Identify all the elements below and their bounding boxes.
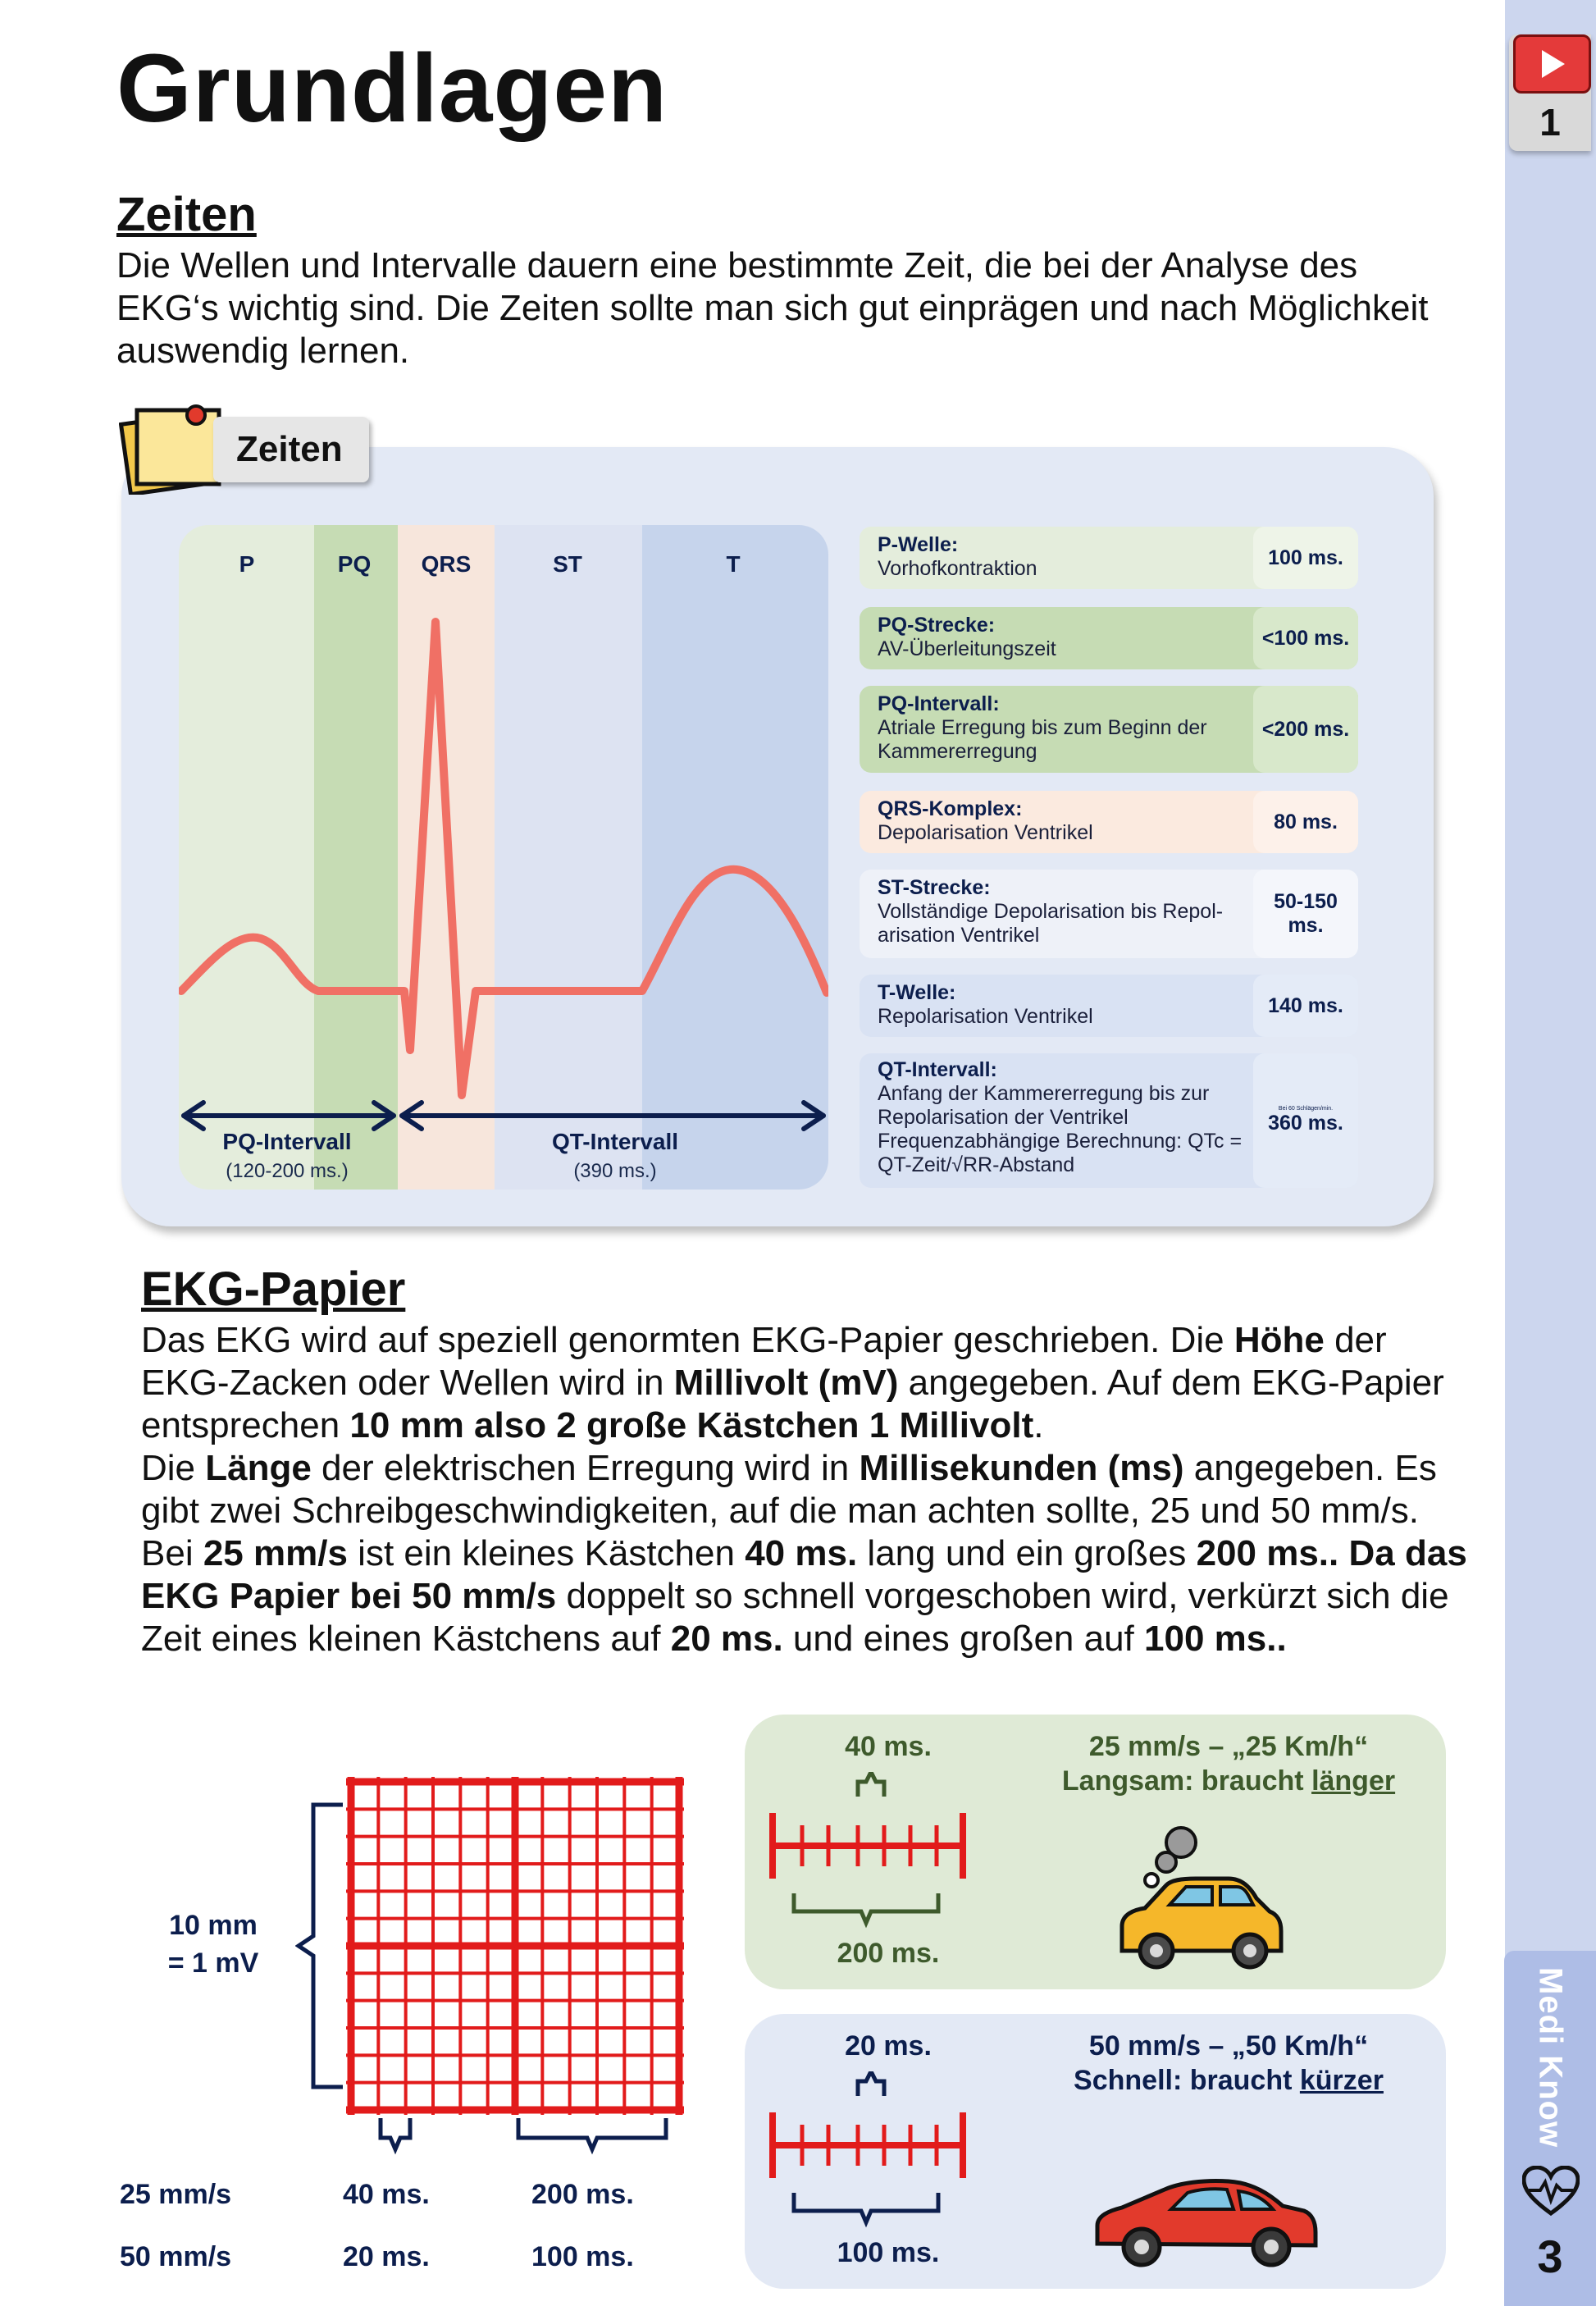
page-number: 3	[1537, 2231, 1563, 2282]
speed-50-label: 50 mm/s	[120, 2241, 232, 2272]
brand-tab	[1504, 1951, 1596, 2306]
card25-subtitle: Langsam: braucht länger	[1061, 1765, 1396, 1797]
big-box-brace	[518, 2118, 666, 2149]
chapter-tab[interactable]	[1509, 34, 1591, 151]
heart-pulse-icon	[1522, 2166, 1580, 2217]
qt-note: Bei 60 Schlägen/min.	[1278, 1106, 1334, 1112]
play-icon[interactable]	[1513, 34, 1591, 94]
card50-big-label: 100 ms.	[837, 2237, 940, 2268]
speed-card-25	[745, 1715, 1446, 1989]
small-box-brace	[381, 2118, 410, 2149]
card25-big-label: 200 ms.	[837, 1938, 940, 1969]
segment-t-bg	[642, 525, 828, 1190]
ecg-diagram	[179, 525, 828, 1190]
qt-interval-range: (390 ms.)	[573, 1160, 657, 1182]
row-value: 80 ms.	[1253, 791, 1358, 853]
speed-card-50	[745, 2014, 1446, 2289]
row-value: 50-150 ms.	[1253, 870, 1358, 958]
row-desc: Depolarisation Ventrikel	[878, 821, 1093, 844]
big-box-50: 100 ms.	[531, 2241, 634, 2272]
chapter-number: 1	[1539, 101, 1561, 144]
speed-25-label: 25 mm/s	[120, 2179, 232, 2210]
ekg-paper-text: Das EKG wird auf speziell genormten EKG-Papier geschrieben. Die Höhe der EKG-Zacken oder Wellen wird in Millivolt (mV) angegeben. Auf dem EKG-Papier entsprechen 10 mm also 2 große Kästchen 1 Millivolt. Die Länge der elektrischen Erregung wird in Millisekunden (ms) angegeben. Es gibt zwei Schreibgeschwindigkeiten, auf die man achten sollte, 25 und 50 mm/s. Bei 25 mm/s ist ein kleines Kästchen 40 ms. lang und ein großes 200 ms.. Da das EKG Papier bei 50 mm/s doppelt so schnell vorgeschoben wird, verkürzt sich die Zeit eines kleinen Kästchens auf 20 ms. und eines großen auf 100 ms..	[141, 1320, 1467, 1659]
row-value	[1253, 1053, 1358, 1188]
row-value: <100 ms.	[1253, 607, 1358, 669]
slow-car-icon	[1106, 1813, 1286, 1977]
card25-small-label: 40 ms.	[845, 1731, 932, 1762]
segment-p-bg	[179, 525, 314, 1190]
info-row-pq-intervall	[860, 686, 1358, 773]
segment-label-p: P	[239, 551, 255, 577]
ekg-grid	[295, 1764, 705, 2174]
row-title: QRS-Komplex:	[878, 797, 1023, 820]
zeiten-tag: Zeiten	[213, 417, 369, 482]
segment-label-qrs: QRS	[421, 551, 472, 577]
row-title: ST-Strecke:	[878, 876, 991, 899]
row-value: <200 ms.	[1253, 686, 1358, 773]
info-row-qrs	[860, 791, 1358, 853]
pq-interval-label: PQ-Intervall	[222, 1129, 352, 1154]
info-row-p-welle	[860, 527, 1358, 589]
row-value: 140 ms.	[1253, 975, 1358, 1037]
small-box-25: 40 ms.	[343, 2179, 430, 2210]
card50-title: 50 mm/s – „50 Km/h“	[1088, 2030, 1369, 2062]
info-row-qt-intervall	[860, 1053, 1358, 1188]
card25-title: 25 mm/s – „25 Km/h“	[1088, 1731, 1369, 1762]
fast-car-icon	[1089, 2162, 1319, 2276]
page-title: Grundlagen	[116, 34, 668, 143]
qt-value: 360 ms.	[1268, 1112, 1343, 1135]
info-row-st-strecke	[860, 870, 1358, 958]
brand-name: Medi Know	[1532, 1967, 1569, 2148]
row-title: P-Welle:	[878, 533, 959, 556]
ekg-paper-heading: EKG-Papier	[141, 1263, 406, 1316]
row-desc: Vollständige Depolarisation bis Repol-arisation Ventrikel	[878, 900, 1224, 947]
segment-pq-bg	[314, 525, 398, 1190]
card50-small-label: 20 ms.	[845, 2030, 932, 2062]
qt-interval-label: QT-Intervall	[551, 1129, 679, 1154]
row-value: 100 ms.	[1253, 527, 1358, 589]
row-title: T-Welle:	[878, 981, 956, 1004]
row-desc: Repolarisation Ventrikel	[878, 1005, 1093, 1028]
segment-label-pq: PQ	[337, 551, 372, 577]
card50-subtitle: Schnell: braucht kürzer	[1074, 2065, 1384, 2096]
row-title: QT-Intervall:	[878, 1058, 997, 1081]
segment-label-st: ST	[553, 551, 582, 577]
segment-label-t: T	[726, 551, 741, 577]
segment-st-bg	[495, 525, 642, 1190]
pq-interval-range: (120-200 ms.)	[226, 1160, 349, 1182]
height-brace	[299, 1805, 343, 2087]
zeiten-heading: Zeiten	[116, 188, 257, 241]
card25-ruler	[769, 1772, 974, 1936]
info-row-t-welle	[860, 975, 1358, 1037]
row-desc: Anfang der Kammererregung bis zur Repolarisation der Ventrikel Frequenzabhängige Berechnung: QTc = QT-Zeit/√RR-Abstand	[878, 1082, 1243, 1176]
row-desc: Atriale Erregung bis zum Beginn der Kammererregung	[878, 716, 1207, 763]
card50-ruler	[769, 2071, 974, 2235]
zeiten-intro: Die Wellen und Intervalle dauern eine bestimmte Zeit, die bei der Analyse des EKG‘s wichtig sind. Die Zeiten sollte man sich gut einprägen und nach Möglichkeit auswendig lernen.	[116, 245, 1429, 371]
info-row-pq-strecke	[860, 607, 1358, 669]
row-desc: Vorhofkontraktion	[878, 557, 1037, 580]
height-label: 10 mm = 1 mV	[167, 1910, 259, 1979]
row-desc: AV-Überleitungszeit	[878, 637, 1056, 660]
big-box-25: 200 ms.	[531, 2179, 634, 2210]
row-title: PQ-Strecke:	[878, 614, 996, 637]
small-box-50: 20 ms.	[343, 2241, 430, 2272]
row-title: PQ-Intervall:	[878, 692, 1000, 715]
